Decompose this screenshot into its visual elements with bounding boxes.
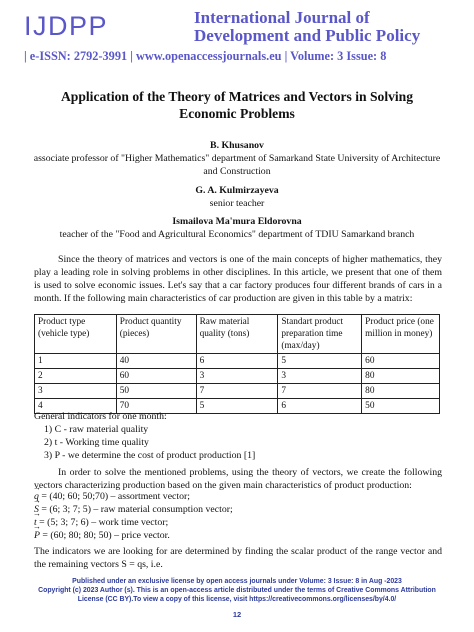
table-row (35, 354, 440, 369)
table-cell: 6 (196, 354, 278, 369)
table-cell: 5 (278, 354, 362, 369)
table-cell: 50 (116, 384, 196, 399)
footer-line: Copyright (c) 2023 Author (s). This is an open-access article distributed under the terms of Creative Commons Attribution (38, 587, 436, 594)
footer-line: License (CC BY).To view a copy of this license, visit https://creativecommons.org/licenses/by/4.0/ (77, 596, 397, 603)
journal-logo: IJDPP (24, 11, 109, 41)
author-affiliation: senior teacher (209, 198, 265, 209)
table-header-cell: Product type (vehicle type) (35, 315, 117, 354)
vector-symbol: → P (34, 529, 40, 542)
table-cell: 60 (362, 354, 440, 369)
table-cell: 3 (196, 369, 278, 384)
issn-line: | e-ISSN: 2792-3991 | www.openaccessjournals.eu | Volume: 3 Issue: 8 (24, 49, 387, 63)
journal-header (0, 0, 474, 72)
table-cell: 4 (35, 399, 117, 414)
list-item: 2) t - Working time quality (44, 437, 149, 448)
license-footer (20, 577, 454, 604)
vector-symbol: → S (34, 503, 39, 516)
author-block (30, 184, 444, 210)
list-item: 3) P - we determine the cost of product production [1] (44, 450, 256, 461)
table-header-cell: Raw material quality (tons) (196, 315, 278, 354)
table-cell: 7 (196, 384, 278, 399)
author-name: Ismailova Ma'mura Eldorovna (172, 216, 302, 227)
author-block (30, 139, 444, 178)
table-cell: 5 (196, 399, 278, 414)
table-cell: 40 (116, 354, 196, 369)
table-row (35, 369, 440, 384)
table-cell: 50 (362, 399, 440, 414)
footer-line: Published under an exclusive license by open access journals under Volume: 3 Issue: 8 in Aug -2023 (72, 578, 402, 585)
vector-symbol: → t (34, 516, 37, 529)
list-item: 1) C - raw material quality (44, 424, 149, 435)
author-name: B. Khusanov (210, 140, 264, 151)
intro-paragraph: Since the theory of matrices and vectors is one of the main concepts of higher mathematics, they play a leading role in solving problems in other disciplines. In this article, we present that one of them is used to solve economic issues. Let's say that a car factory produces four different brands of cars in a month. If the following main characteristics of car production are given in this table by a matrix: (34, 254, 442, 304)
table-header-cell: Standart product preparation time (max/day) (278, 315, 362, 354)
journal-title: International Journal of Development and Public Policy (194, 8, 421, 45)
method-paragraph: In order to solve the mentioned problems, using the theory of vectors, we create the following vectors characterizing production based on the given main characteristics of product production: (34, 467, 442, 491)
table-row (35, 384, 440, 399)
production-table (34, 314, 440, 414)
table-header-cell: Product quantity (pieces) (116, 315, 196, 354)
author-block (30, 215, 444, 241)
vector-line (34, 529, 233, 542)
author-affiliation: teacher of the "Food and Agricultural Economics" department of TDIU Samarkand branch (59, 229, 415, 240)
vector-symbol: → q (34, 490, 39, 503)
table-cell: 80 (362, 384, 440, 399)
vector-definition: = (60; 80; 80; 50) – price vector. (39, 530, 170, 541)
author-affiliation: associate professor of "Higher Mathematics" department of Samarkand State University of Architecture and Construction (33, 153, 441, 177)
vector-definition: = (5; 3; 7; 6) – work time vector; (36, 517, 169, 528)
table-cell: 1 (35, 354, 117, 369)
vector-definition: = (6; 3; 7; 5) – raw material consumption vector; (38, 504, 233, 515)
vector-list (34, 490, 233, 542)
vector-definition: = (40; 60; 50;70) – assortment vector; (38, 491, 190, 502)
page-number: 12 (232, 610, 242, 619)
indicator-list (44, 423, 255, 462)
table-cell: 2 (35, 369, 117, 384)
table-header-row (35, 315, 440, 354)
table-header-cell: Product price (one million in money) (362, 315, 440, 354)
table-cell: 70 (116, 399, 196, 414)
vector-line (34, 503, 233, 516)
table-cell: 80 (362, 369, 440, 384)
vector-line (34, 516, 233, 529)
author-name: G. A. Kulmirzayeva (195, 185, 279, 196)
table-cell: 3 (278, 369, 362, 384)
table-cell: 7 (278, 384, 362, 399)
table-cell: 3 (35, 384, 117, 399)
scalar-product-paragraph: The indicators we are looking for are determined by finding the scalar product of the range vector and the remaining vectors S = qs, i.e. (34, 546, 442, 570)
table-cell: 6 (278, 399, 362, 414)
paper-title: Application of the Theory of Matrices and Vectors in Solving Economic Problems (60, 89, 414, 121)
table-cell: 60 (116, 369, 196, 384)
general-indicators-label: General indicators for one month: (34, 411, 167, 422)
vector-line (34, 490, 233, 503)
